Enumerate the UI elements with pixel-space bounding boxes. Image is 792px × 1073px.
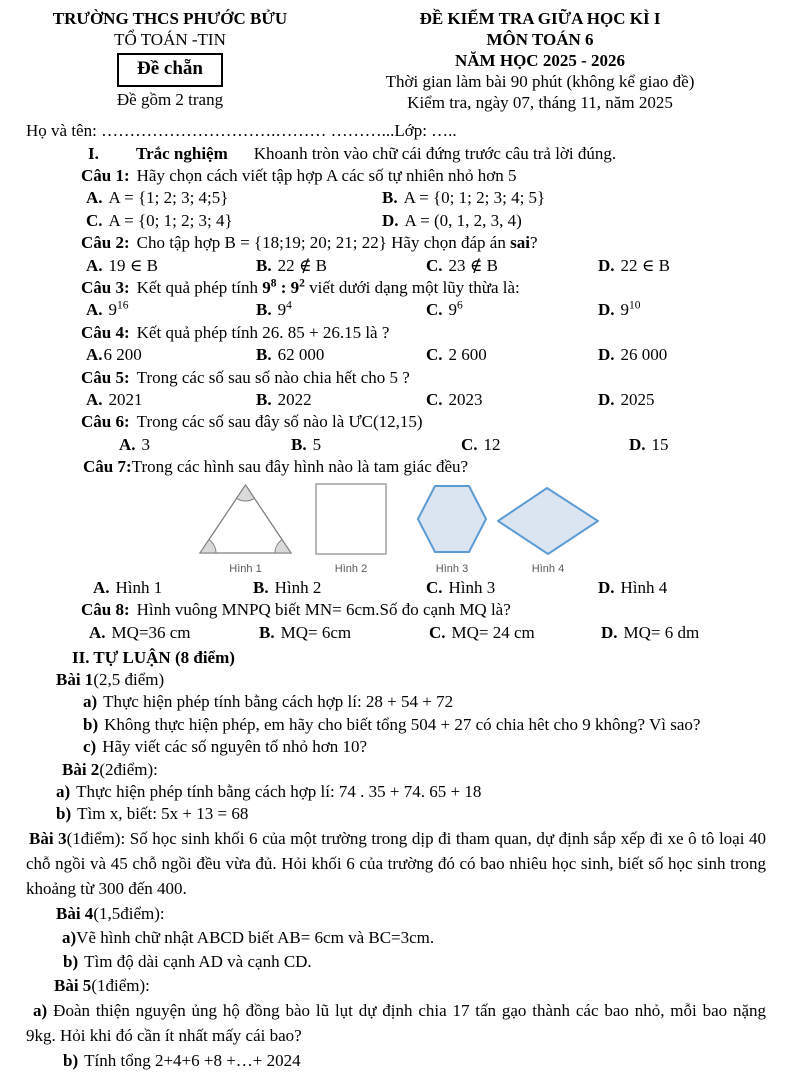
option-3a — [86, 299, 256, 321]
question-4-label: Câu 4: — [81, 322, 130, 342]
option-text: MQ= 24 cm — [451, 622, 535, 642]
option-6a — [119, 434, 291, 456]
question-6-label: Câu 6: — [81, 412, 130, 432]
option-key: D. — [598, 577, 615, 597]
item-text: Hãy viết các số nguyên tố nhỏ hơn 10? — [102, 737, 368, 757]
problem-4-heading — [56, 901, 766, 926]
option-5d — [598, 389, 766, 411]
option-text: 26 000 — [620, 345, 668, 365]
question-2-label: Câu 2: — [81, 233, 130, 253]
section1-heading — [88, 143, 766, 165]
question-3-text-pre: Kết quả phép tính — [136, 278, 263, 298]
problem-3-points: (1điểm): — [66, 828, 130, 848]
option-text: 15 — [651, 434, 669, 454]
question-2-options — [86, 255, 766, 277]
option-key: D. — [629, 434, 646, 454]
problem-1-points: (2,5 điểm) — [93, 669, 165, 689]
problem-5-item-b — [63, 1048, 766, 1073]
option-text: Hình 1 — [115, 577, 163, 597]
option-text: A = {0; 1; 2; 3; 4; 5} — [403, 188, 546, 208]
option-8a — [89, 622, 259, 644]
problem-2-label: Bài 2 — [62, 759, 100, 779]
option-6c — [461, 434, 629, 456]
item-key: a) — [83, 692, 98, 712]
option-text: 23 ∉ B — [448, 255, 498, 275]
option-4b — [256, 344, 426, 366]
variant-box-row — [26, 50, 314, 89]
section2-heading: II. TỰ LUẬN (8 điểm) — [72, 647, 235, 667]
item-text: Không thực hiện phép, em hãy cho biết tổng 504 + 27 có chia hêt cho 9 không? Vì sao? — [104, 714, 701, 734]
question-2-suffix: ? — [529, 233, 538, 253]
option-key: B. — [256, 255, 272, 275]
power-base: 9 — [448, 300, 458, 320]
option-1b — [382, 187, 766, 209]
section1-number: I. — [88, 144, 99, 163]
problem-4-item-a — [62, 926, 766, 950]
shape-caption: Hình 4 — [531, 562, 565, 575]
option-text: MQ= 6 dm — [623, 622, 700, 642]
problem-2-points: (2điểm): — [99, 759, 158, 779]
question-7 — [83, 456, 766, 478]
problem-1-heading — [56, 669, 766, 691]
question-6-text: Trong các số sau đây số nào là ƯC(12,15) — [136, 412, 423, 432]
option-text: A = (0, 1, 2, 3, 4) — [404, 210, 522, 230]
question-6-options — [119, 434, 766, 456]
option-7b — [253, 577, 426, 599]
shapes-figure — [198, 483, 766, 575]
problem-5-points: (1điểm): — [91, 975, 150, 995]
power-base: 9 — [277, 300, 287, 320]
question-4-options — [86, 344, 766, 366]
option-7c — [426, 577, 598, 599]
question-8 — [81, 599, 766, 621]
option-text: 2022 — [277, 390, 312, 410]
question-8-label: Câu 8: — [81, 600, 130, 620]
item-text: Thực hiện phép tính bằng cách hợp lí: 28 + 54 + 72 — [103, 692, 454, 712]
option-8c — [429, 622, 601, 644]
item-text: Vẽ hình chữ nhật ABCD biết AB= 6cm và BC=3cm. — [76, 927, 435, 947]
duration-note: Thời gian làm bài 90 phút (không kể giao đề) — [385, 72, 695, 91]
power-exponent: 16 — [117, 299, 129, 312]
question-8-options — [89, 622, 766, 644]
option-key: C. — [86, 210, 103, 230]
square-shape — [315, 483, 387, 555]
option-text: 12 — [483, 434, 501, 454]
question-3-options — [86, 299, 766, 321]
option-key: A. — [86, 345, 103, 365]
figure-hinh-1 — [198, 483, 293, 575]
exam-header — [26, 8, 766, 113]
option-1d — [382, 210, 766, 232]
option-key: A. — [86, 300, 103, 320]
question-2-bold-word: sai — [510, 233, 530, 253]
exam-date: Kiểm tra, ngày 07, tháng 11, năm 2025 — [407, 93, 673, 112]
option-text: Hình 3 — [448, 577, 496, 597]
question-2-text: Cho tập hợp B = {18;19; 20; 21; 22} Hãy chọn đáp án — [136, 233, 511, 253]
option-key: B. — [382, 188, 398, 208]
power-base: 9 — [262, 278, 271, 298]
problem-3-text: Số học sinh khối 6 của một trường trong dịp đi tham quan, dự định sắp xếp đi xe ô tô loại 40 chỗ ngồi và 45 chỗ ngồi đều vừa đủ. Hỏi khối 6 của trường đó có bao nhiêu học sinh, biết số học sinh trong khoảng từ 300 đến 400. — [26, 828, 766, 898]
option-1a — [86, 187, 382, 209]
option-text: 3 — [141, 434, 151, 454]
option-key: B. — [253, 577, 269, 597]
question-1-label: Câu 1: — [81, 166, 130, 185]
figure-hinh-4 — [497, 487, 599, 575]
option-5b — [256, 389, 426, 411]
power-exponent: 2 — [299, 277, 305, 290]
option-8b — [259, 622, 429, 644]
item-text: Tìm độ dài cạnh AD và cạnh CD. — [84, 951, 312, 971]
item-key: c) — [83, 737, 97, 757]
subject-title: MÔN TOÁN 6 — [486, 30, 594, 49]
item-key: a) — [62, 927, 77, 947]
item-text: Tìm x, biết: 5x + 13 = 68 — [77, 804, 249, 824]
power-exponent: 10 — [629, 299, 641, 312]
option-8d — [601, 622, 766, 644]
option-2d — [598, 255, 766, 277]
option-6d — [629, 434, 766, 456]
option-key: C. — [426, 300, 443, 320]
option-key: A. — [86, 255, 103, 275]
option-text: 2023 — [448, 390, 483, 410]
option-key: B. — [256, 390, 272, 410]
item-key: b) — [56, 804, 72, 824]
item-key: b) — [63, 951, 79, 971]
option-2b — [256, 255, 426, 277]
option-text: 5 — [312, 434, 322, 454]
shape-caption: Hình 2 — [334, 562, 368, 575]
option-text: 2021 — [108, 390, 143, 410]
item-text: Đoàn thiện nguyện ủng hộ đồng bào lũ lụt dự định chia 17 tấn gạo thành các bao nhỏ, mỗi bao nặng 9kg. Hỏi khi đó cần ít nhất mấy cái bao? — [26, 1000, 766, 1045]
option-5a — [86, 389, 256, 411]
page-count-note: Đề gồm 2 trang — [116, 90, 224, 109]
option-key: C. — [426, 390, 443, 410]
problem-4-label: Bài 4 — [56, 903, 94, 923]
option-key: B. — [256, 300, 272, 320]
problem-1-item-c — [83, 736, 766, 758]
equilateral-triangle-shape — [198, 483, 293, 555]
option-key: A. — [93, 577, 110, 597]
power-base: : 9 — [276, 278, 300, 298]
option-text: A = {0; 1; 2; 3; 4} — [108, 210, 233, 230]
item-text: Tính tổng 2+4+6 +8 +…+ 2024 — [84, 1050, 301, 1070]
option-7a — [93, 577, 253, 599]
problem-5-item-a — [26, 998, 766, 1048]
question-1 — [81, 165, 766, 187]
exam-title: ĐỀ KIỂM TRA GIỮA HỌC KÌ I — [419, 9, 661, 28]
option-key: D. — [598, 255, 615, 275]
option-3b — [256, 299, 426, 321]
question-4 — [81, 322, 766, 344]
option-5c — [426, 389, 598, 411]
question-4-text: Kết quả phép tính 26. 85 + 26.15 là ? — [136, 322, 390, 342]
power-exponent: 8 — [270, 277, 277, 290]
header-left-column — [26, 8, 314, 113]
item-key: b) — [83, 714, 99, 734]
option-text: A = {1; 2; 3; 4;5} — [108, 188, 229, 208]
question-3-text-post: viết dưới dạng một lũy thừa là: — [304, 278, 520, 298]
option-7d — [598, 577, 766, 599]
option-key: B. — [256, 345, 272, 365]
option-key: A. — [86, 390, 103, 410]
problem-2-item-b — [56, 803, 766, 825]
school-year: NĂM HỌC 2025 - 2026 — [455, 51, 625, 70]
problem-4-points: (1,5điểm): — [93, 903, 165, 923]
power-base: 9 — [620, 300, 630, 320]
item-text: Thực hiện phép tính bằng cách hợp lí: 74 . 35 + 74. 65 + 18 — [76, 781, 482, 801]
option-4a — [86, 344, 256, 366]
problem-1-item-b — [83, 714, 766, 736]
figure-hinh-3 — [417, 483, 487, 575]
section1-instruction: Khoanh tròn vào chữ cái đứng trước câu trả lời đúng. — [253, 144, 617, 163]
option-key: D. — [598, 390, 615, 410]
hexagon-shape — [417, 483, 487, 555]
option-6b — [291, 434, 461, 456]
option-key: A. — [86, 188, 103, 208]
option-key: D. — [598, 300, 615, 320]
power-exponent: 6 — [457, 299, 463, 312]
question-3-expression — [262, 278, 305, 297]
option-text: 2025 — [620, 390, 655, 410]
option-key: C. — [461, 434, 478, 454]
option-text: MQ=36 cm — [111, 622, 191, 642]
option-key: D. — [382, 210, 399, 230]
option-key: C. — [429, 622, 446, 642]
option-2a — [86, 255, 256, 277]
option-text: 19 ∈ B — [108, 255, 158, 275]
student-name-line: Họ và tên: ………………………….……… ………...Lớp: ….. — [26, 121, 457, 140]
option-key: B. — [259, 622, 275, 642]
option-text: 22 ∈ B — [620, 255, 670, 275]
item-key: a) — [33, 1000, 48, 1020]
problem-3 — [26, 826, 766, 901]
exam-variant-box: Đề chẵn — [117, 53, 223, 87]
school-name: TRƯỜNG THCS PHƯỚC BỬU — [52, 9, 288, 28]
question-5-options — [86, 389, 766, 411]
option-4d — [598, 344, 766, 366]
option-text: 6 200 — [103, 345, 142, 365]
option-2c — [426, 255, 598, 277]
option-3d — [598, 299, 766, 321]
option-3c — [426, 299, 598, 321]
item-key: a) — [56, 781, 71, 801]
power-exponent: 4 — [286, 299, 292, 312]
question-5-text: Trong các số sau số nào chia hết cho 5 ? — [136, 367, 410, 387]
option-key: C. — [426, 255, 443, 275]
item-key: b) — [63, 1050, 79, 1070]
problem-4-item-b — [63, 950, 766, 974]
problem-5-heading — [54, 974, 766, 998]
option-1c — [86, 210, 382, 232]
question-1-text: Hãy chọn cách viết tập hợp A các số tự nhiên nhỏ hơn 5 — [136, 166, 517, 185]
question-3-label: Câu 3: — [81, 278, 130, 298]
option-key: B. — [291, 434, 307, 454]
option-key: D. — [598, 345, 615, 365]
power-base: 9 — [108, 300, 118, 320]
option-key: D. — [601, 622, 618, 642]
shape-caption: Hình 1 — [229, 562, 262, 575]
question-1-options — [86, 187, 766, 232]
problem-1-item-a — [83, 691, 766, 713]
question-5 — [81, 367, 766, 389]
question-8-text: Hình vuông MNPQ biết MN= 6cm.Số đo cạnh MQ là? — [136, 600, 511, 620]
option-key: A. — [89, 622, 106, 642]
question-7-text: Trong các hình sau đây hình nào là tam giác đều? — [131, 457, 469, 477]
problem-2-heading — [62, 759, 766, 781]
department-name: TỔ TOÁN -TIN — [114, 30, 226, 49]
problem-3-label: Bài 3 — [29, 828, 67, 848]
problem-2-item-a — [56, 781, 766, 803]
question-6 — [81, 411, 766, 433]
question-7-options — [93, 577, 766, 599]
rhombus-shape — [497, 487, 599, 555]
question-2 — [81, 232, 766, 254]
option-text: Hình 2 — [274, 577, 322, 597]
header-right-column — [314, 8, 766, 113]
figure-hinh-2 — [315, 483, 387, 575]
option-4c — [426, 344, 598, 366]
section1-title: Trắc nghiệm — [136, 144, 228, 163]
question-5-label: Câu 5: — [81, 367, 130, 387]
option-text: 22 ∉ B — [277, 255, 328, 275]
option-text: 2 600 — [448, 345, 487, 365]
question-7-label: Câu 7: — [83, 457, 132, 477]
problem-5-label: Bài 5 — [54, 975, 92, 995]
option-text: MQ= 6cm — [280, 622, 352, 642]
option-text: 62 000 — [277, 345, 325, 365]
option-key: C. — [426, 345, 443, 365]
problem-1-label: Bài 1 — [56, 669, 94, 689]
option-key: C. — [426, 577, 443, 597]
option-text: Hình 4 — [620, 577, 668, 597]
option-key: A. — [119, 434, 136, 454]
shape-caption: Hình 3 — [435, 562, 469, 575]
question-3 — [81, 277, 766, 299]
